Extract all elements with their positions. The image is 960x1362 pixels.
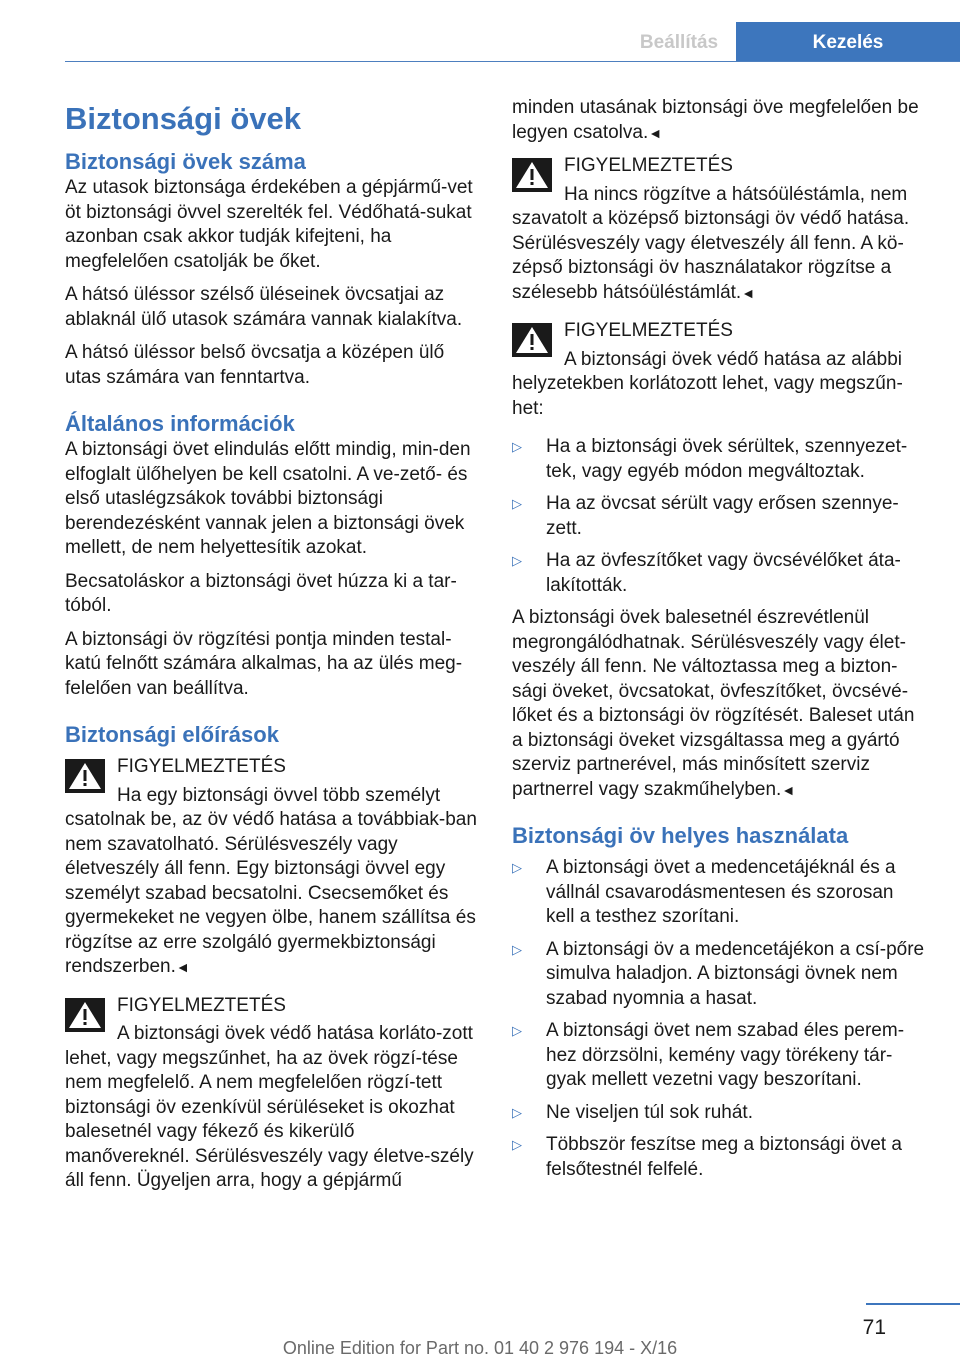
paragraph: A hátsó üléssor szélső üléseinek övcsatjai az ablaknál ülő utasok számára vannak kialakítva.: [65, 284, 463, 330]
bullet-triangle-icon: ▷: [512, 496, 522, 511]
bullet-triangle-icon: ▷: [512, 1104, 522, 1120]
right-column: [512, 96, 926, 1190]
warning-title: FIGYELMEZTETÉS: [117, 994, 286, 1016]
tab-beallitas[interactable]: Beállítás: [623, 22, 735, 62]
list-item: ▷ Ha az övcsat sérült vagy erősen szennye-zett.: [512, 493, 899, 539]
page-header: [0, 0, 960, 62]
paragraph: A hátsó üléssor belső övcsatja a középen ülő utas számára van fenntartva.: [65, 342, 445, 388]
warning-block: [65, 755, 483, 980]
warning-icon: [65, 759, 105, 793]
warning-title: FIGYELMEZTETÉS: [117, 756, 286, 777]
warning-title: FIGYELMEZTETÉS: [564, 155, 733, 176]
left-column: [65, 96, 483, 1208]
bullet-list: [512, 856, 926, 1182]
warning-icon: [65, 998, 105, 1032]
end-mark: ◄: [175, 959, 190, 975]
warning-icon: [512, 158, 552, 192]
footer-rule: [866, 1303, 960, 1305]
paragraph: A biztonsági öv rögzítési pontja minden testal-katú felnőtt számára alkalmas, ha az ülés meg-felelően van beállítva.: [65, 628, 463, 699]
list-item: ▷ A biztonsági öv a medencetájékon a csí-pőre simulva haladjon. A biztonsági övnek nem szabad nyomnia a hasat.: [512, 938, 925, 1009]
warning-block: [512, 319, 926, 421]
list-item: ▷ Többször feszítse meg a biztonsági övet a felsőtestnél felfelé.: [512, 1134, 902, 1180]
bullet-triangle-icon: ▷: [512, 553, 522, 568]
warning-text: Ha nincs rögzítve a hátsóüléstámla, nem szavatolt a középső biztonsági öv védő hatása. Sérülésveszély vagy életveszély áll fenn. A kö-zépső biztonsági öv használatakor rögzítse a szélesebb hátsóüléstámlát.◄: [512, 183, 910, 303]
list-item: ▷ Ha az övfeszítőket vagy övcsévélőket áta-lakították.: [512, 550, 901, 596]
bullet-triangle-icon: ▷: [512, 439, 522, 454]
list-item: ▷ Ne viseljen túl sok ruhát.: [512, 1101, 926, 1126]
page-title: Biztonsági övek: [65, 101, 301, 136]
bullet-list: [512, 435, 926, 598]
end-mark: ◄: [648, 124, 663, 141]
header-rule: [65, 61, 960, 62]
heading-safety-rules: Biztonsági előírások: [65, 722, 279, 747]
heading-correct-use: Biztonsági öv helyes használata: [512, 823, 849, 848]
bullet-triangle-icon: ▷: [512, 860, 522, 875]
paragraph: A biztonsági övet elindulás előtt mindig, min-den elfoglalt ülőhelyen be kell csatolni. A ve-zető- és első utaslégzsákok további biztonsági berendezésként vannak jelen a biztonsági övek mellett, de nem helyettesítik azokat.: [65, 439, 471, 558]
warning-title: FIGYELMEZTETÉS: [564, 320, 733, 341]
warning-block: [65, 994, 483, 1194]
bullet-triangle-icon: ▷: [512, 1023, 522, 1038]
end-mark: ◄: [781, 781, 796, 798]
warning-text: A biztonsági övek védő hatása korláto-zott lehet, vagy megszűnhet, ha az övek rögzí-tése nem megfelelő. A nem megfelelően rögzí-tett biztonsági öv ezenkívül sérüléseket is okozhat balesetnél vagy fékező és kikerülő manővereknél. Sérülésveszély vagy életve-szély áll fenn. Ügyeljen arra, hogy a gépjármű: [65, 1023, 474, 1191]
list-item: ▷ A biztonsági övet a medencetájéknál és a vállnál csavarodásmentesen és szorosan kell a testhez szorítani.: [512, 857, 896, 927]
bullet-triangle-icon: ▷: [512, 941, 522, 957]
warning-icon: [512, 323, 552, 357]
paragraph: Az utasok biztonsága érdekében a gépjármű-vet öt biztonsági övvel szerelték fel. Védőhatá-sukat azonban csak akkor tudják kifejteni, ha megfelelően csatolják be őket.: [65, 177, 473, 272]
page-number: 71: [862, 1316, 886, 1339]
warning-text: Ha egy biztonsági övvel több személyt csatolnak be, az öv védő hatása a továbbiak-ban nem szavatolható. Sérülésveszély vagy életveszély áll fenn. Egy biztonsági övvel egy személyt szabad becsatolni. Csecsemőket és gyermekeket ne vegyen ölbe, hanem szállítsa és rögzítse az erre szolgáló gyermekbiztonsági rendszerben.◄: [65, 784, 477, 977]
tab-kezeles[interactable]: Kezelés: [736, 22, 960, 62]
bullet-triangle-icon: ▷: [512, 1137, 522, 1152]
paragraph: Becsatoláskor a biztonsági övet húzza ki a tar-tóból.: [65, 570, 457, 616]
list-item: ▷ Ha a biztonsági övek sérültek, szennyezet-tek, vagy egyéb módon megváltoztak.: [512, 436, 908, 482]
paragraph-continued: minden utasának biztonsági öve megfelelően be legyen csatolva.◄: [512, 97, 919, 143]
heading-general-info: Általános információk: [65, 411, 295, 436]
warning-text: A biztonsági övek védő hatása az alábbi helyzetekben korlátozott lehet, vagy megszűn-het:: [512, 348, 903, 419]
list-item: ▷ A biztonsági övet nem szabad éles perem-hez dörzsölni, kemény vagy törékeny tár-gyak mellett vezetni vagy beszorítani.: [512, 1020, 905, 1090]
warning-block: [512, 154, 926, 305]
edition-footer: Online Edition for Part no. 01 40 2 976 194 - X/16: [282, 1338, 678, 1358]
heading-belt-count: Biztonsági övek száma: [65, 149, 306, 174]
end-mark: ◄: [741, 284, 756, 301]
paragraph: A biztonsági övek balesetnél észrevétlenül megrongálódhatnak. Sérülésveszély vagy élet-veszély áll fenn. Ne változtassa meg a bizton-sági öveket, övcsatokat, övfeszítőket, övcsévé-lőket és a biztonsági öv rögzítését. Baleset után a biztonsági öveket vizsgáltassa meg a gyártó szerviz partnerével, más minősített szerviz partnerrel vagy szakműhelyben.◄: [512, 607, 915, 800]
